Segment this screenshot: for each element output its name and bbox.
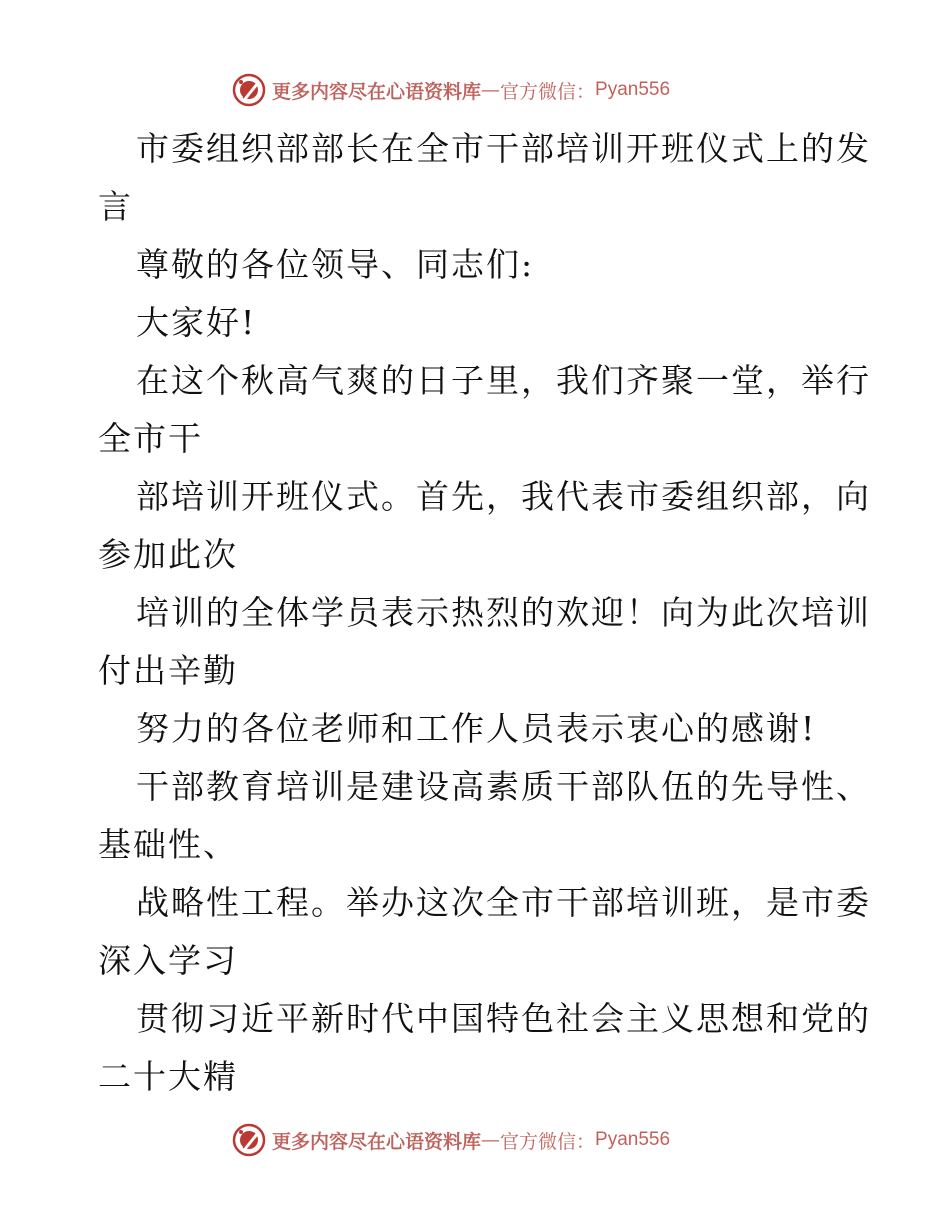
paragraph-line: 基础性、	[98, 825, 238, 864]
document-body	[98, 120, 871, 1106]
paragraph-line: 参加此次	[98, 535, 238, 574]
paragraph-line: 全市干	[98, 419, 203, 458]
watermark-wechat-label: 官方微信：	[500, 1130, 596, 1153]
greeting-line: 大家好!	[136, 303, 257, 342]
watermark-wechat-id: Pyan556	[595, 1129, 671, 1150]
paragraph-line: 培训的全体学员表示热烈的欢迎！向为此次培训	[136, 593, 871, 632]
pen-logo-icon	[232, 1123, 266, 1157]
watermark-banner-bottom	[232, 1120, 670, 1160]
paragraph-line: 努力的各位老师和工作人员表示衷心的感谢!	[136, 709, 817, 748]
watermark-site-text: 更多内容尽在心语资料库	[272, 1130, 482, 1153]
document-title-line-cont: 言	[98, 187, 133, 226]
paragraph-line: 干部教育培训是建设高素质干部队伍的先导性、	[136, 767, 871, 806]
paragraph-line: 付出辛勤	[98, 651, 238, 690]
watermark-separator: —	[481, 1129, 501, 1151]
watermark-banner-top	[232, 70, 670, 110]
document-title-line: 市委组织部部长在全市干部培训开班仪式上的发	[136, 129, 871, 168]
watermark-wechat-id: Pyan556	[595, 79, 671, 100]
paragraph-line: 在这个秋高气爽的日子里，我们齐聚一堂，举行	[136, 361, 871, 400]
pen-logo-icon	[232, 73, 266, 107]
watermark-separator: —	[481, 79, 501, 101]
watermark-site-text: 更多内容尽在心语资料库	[272, 80, 482, 103]
paragraph-line: 二十大精	[98, 1057, 238, 1096]
paragraph-line: 部培训开班仪式。首先，我代表市委组织部，向	[136, 477, 871, 516]
watermark-wechat-label: 官方微信：	[500, 80, 596, 103]
paragraph-line: 战略性工程。举办这次全市干部培训班，是市委	[136, 883, 871, 922]
paragraph-line: 深入学习	[98, 941, 238, 980]
salutation-line: 尊敬的各位领导、同志们:	[136, 245, 535, 284]
paragraph-line: 贯彻习近平新时代中国特色社会主义思想和党的	[136, 999, 871, 1038]
